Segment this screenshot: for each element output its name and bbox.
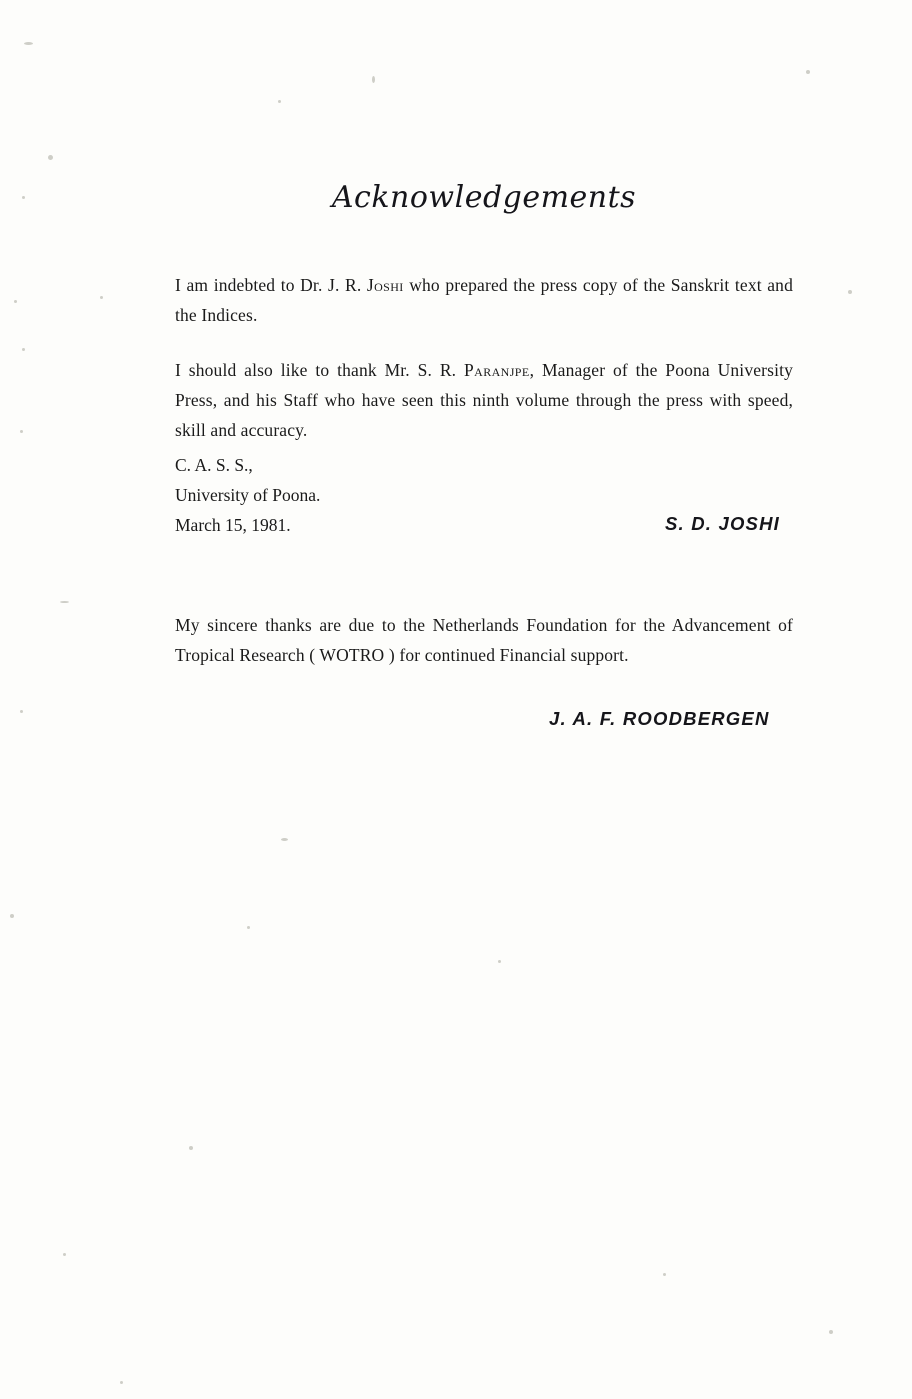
address-line: University of Poona.: [175, 485, 321, 505]
signature-roodbergen: J. A. F. ROODBERGEN: [549, 708, 770, 729]
text-run: who prepared the press copy of the Sanskrit text and the Indices.: [175, 274, 793, 325]
text-run: I am indebted to Dr. J. R.: [175, 274, 367, 295]
paragraph-funding-thanks: [175, 610, 793, 670]
scan-speck-icon: [20, 430, 23, 433]
text-run: , Manager of the Poona University Press, and his Staff who have seen this ninth volume through the press with speed, skill and accuracy.: [175, 359, 793, 440]
paragraph-thanks-press: [175, 355, 793, 445]
scan-speck-icon: [829, 1330, 833, 1334]
scan-speck-icon: [498, 960, 501, 963]
scan-speck-icon: [14, 300, 17, 303]
scan-speck-icon: [663, 1273, 666, 1276]
address-line: March 15, 1981.: [175, 515, 291, 535]
scan-speck-icon: [247, 926, 250, 929]
scan-speck-icon: [20, 710, 23, 713]
scan-speck-icon: [10, 914, 14, 918]
scan-speck-icon: [60, 601, 69, 603]
paragraph-indebtedness: [175, 270, 793, 330]
scan-speck-icon: [281, 838, 288, 841]
address-line: C. A. S. S.,: [175, 455, 253, 475]
page-title: Acknowledgements: [331, 180, 637, 215]
text-run: My sincere thanks are due to the Netherlands Foundation for the Advancement of Tropical Research ( WOTRO ) for continued Financial support.: [175, 614, 793, 665]
scan-speck-icon: [22, 196, 25, 199]
text-run: I should also like to thank Mr. S. R.: [175, 359, 464, 380]
scan-speck-icon: [848, 290, 852, 294]
scan-speck-icon: [278, 100, 281, 103]
scan-speck-icon: [63, 1253, 66, 1256]
scan-speck-icon: [22, 348, 25, 351]
scan-speck-icon: [120, 1381, 123, 1384]
scan-speck-icon: [189, 1146, 193, 1150]
text-run-small-caps: Joshi: [366, 274, 404, 295]
scan-speck-icon: [24, 42, 33, 45]
scan-speck-icon: [48, 155, 53, 160]
text-run-small-caps: Paranjpe: [464, 359, 530, 380]
scan-speck-icon: [100, 296, 103, 299]
scan-speck-icon: [806, 70, 810, 74]
scan-speck-icon: [372, 76, 375, 83]
signature-joshi: S. D. JOSHI: [665, 513, 780, 534]
